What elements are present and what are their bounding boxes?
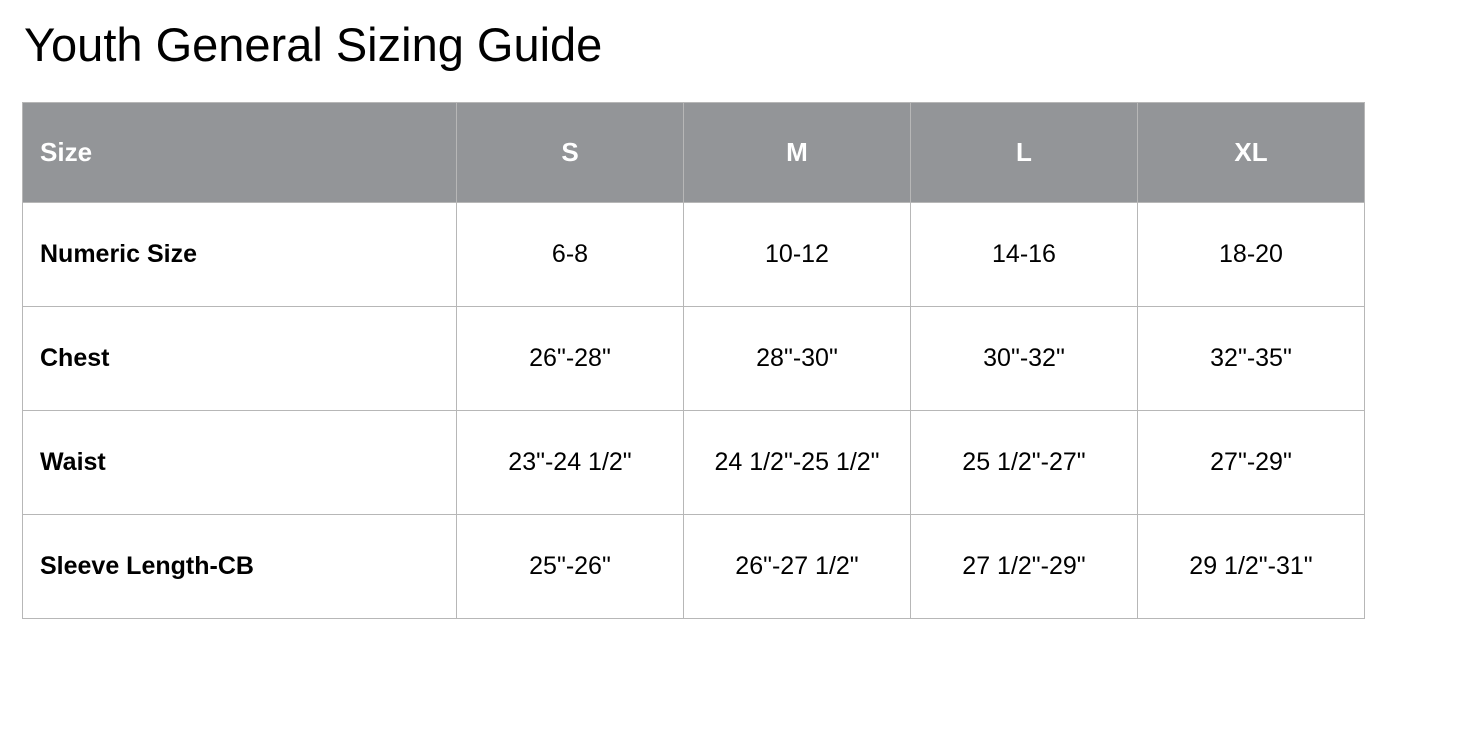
cell-text: 26"-28"	[529, 343, 611, 372]
cell-sleeve-l	[911, 515, 1138, 619]
cell-text: 25"-26"	[529, 551, 611, 580]
cell-text: 23"-24 1/2"	[508, 447, 632, 476]
row-label-chest: Chest	[23, 307, 457, 411]
cell-text: 27"-29"	[1210, 447, 1292, 476]
column-header-l: L	[911, 103, 1138, 203]
sizing-table	[22, 102, 1365, 619]
cell-text: 24 1/2"-25 1/2"	[714, 447, 880, 476]
table-row	[23, 515, 1365, 619]
page-title: Youth General Sizing Guide	[24, 18, 603, 71]
cell-waist-m	[684, 411, 911, 515]
cell-text: 10-12	[765, 239, 829, 268]
cell-text: 26"-27 1/2"	[735, 551, 859, 580]
cell-chest-xl	[1138, 307, 1365, 411]
cell-numeric-size-s	[457, 203, 684, 307]
column-header-m: M	[684, 103, 911, 203]
cell-numeric-size-l	[911, 203, 1138, 307]
cell-text: 30"-32"	[983, 343, 1065, 372]
cell-text: 28"-30"	[756, 343, 838, 372]
cell-chest-s	[457, 307, 684, 411]
table-row	[23, 411, 1365, 515]
cell-text: 6-8	[551, 239, 589, 268]
table-header-row	[23, 103, 1365, 203]
cell-waist-xl	[1138, 411, 1365, 515]
cell-sleeve-xl	[1138, 515, 1365, 619]
row-label-numeric-size: Numeric Size	[23, 203, 457, 307]
cell-text: 14-16	[992, 239, 1056, 268]
cell-chest-l	[911, 307, 1138, 411]
cell-numeric-size-m	[684, 203, 911, 307]
column-header-xl: XL	[1138, 103, 1365, 203]
cell-text: 25 1/2"-27"	[962, 447, 1086, 476]
row-label-sleeve-length-cb: Sleeve Length-CB	[23, 515, 457, 619]
cell-sleeve-m	[684, 515, 911, 619]
cell-numeric-size-xl	[1138, 203, 1365, 307]
column-header-size: Size	[23, 103, 457, 203]
column-header-s: S	[457, 103, 684, 203]
table-row	[23, 203, 1365, 307]
table-body	[23, 203, 1365, 619]
table-header	[23, 103, 1365, 203]
cell-waist-s	[457, 411, 684, 515]
cell-sleeve-s	[457, 515, 684, 619]
cell-text: 18-20	[1219, 239, 1283, 268]
table-row	[23, 307, 1365, 411]
cell-text: 27 1/2"-29"	[962, 551, 1086, 580]
cell-text: 32"-35"	[1210, 343, 1292, 372]
cell-waist-l	[911, 411, 1138, 515]
cell-text: 29 1/2"-31"	[1189, 551, 1313, 580]
cell-chest-m	[684, 307, 911, 411]
row-label-waist: Waist	[23, 411, 457, 515]
